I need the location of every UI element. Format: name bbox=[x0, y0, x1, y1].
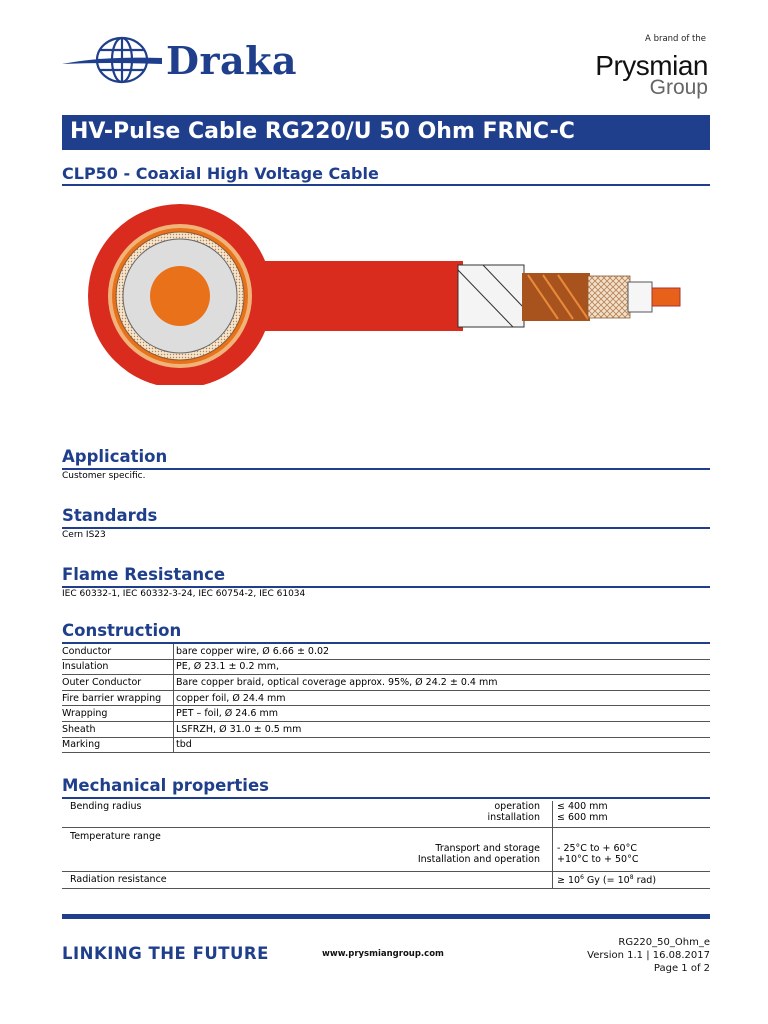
standards-heading: Standards bbox=[62, 506, 158, 525]
mech-value-1: - 25°C to + 60°C bbox=[557, 843, 637, 854]
mech-value-2: +10°C to + 50°C bbox=[557, 854, 639, 865]
construction-value: bare copper wire, Ø 6.66 ± 0.02 bbox=[174, 644, 711, 659]
table-row bbox=[62, 659, 710, 675]
radiation-prefix: ≥ 10 bbox=[557, 875, 581, 887]
application-heading: Application bbox=[62, 447, 168, 466]
table-row bbox=[62, 828, 710, 872]
standards-rule bbox=[62, 527, 710, 529]
radiation-exp-1: 6 bbox=[580, 874, 584, 881]
construction-key: Wrapping bbox=[62, 706, 174, 722]
mechanical-table bbox=[62, 801, 710, 889]
mech-condition bbox=[410, 801, 553, 828]
construction-value: LSFRZH, Ø 31.0 ± 0.5 mm bbox=[174, 721, 711, 737]
mech-value-2: ≤ 600 mm bbox=[557, 812, 608, 823]
prysmian-logo-text: Prysmian bbox=[595, 50, 708, 81]
construction-table bbox=[62, 644, 710, 753]
subtitle-rule bbox=[62, 184, 710, 186]
page-subtitle: CLP50 - Coaxial High Voltage Cable bbox=[62, 164, 379, 183]
construction-value: PE, Ø 23.1 ± 0.2 mm, bbox=[174, 659, 711, 675]
mech-condition-1: Transport and storage bbox=[435, 843, 540, 854]
radiation-suffix: rad) bbox=[633, 875, 657, 887]
radiation-mid: Gy (= 10 bbox=[583, 875, 630, 887]
group-logo-text: Group bbox=[649, 76, 708, 99]
footer-bar bbox=[62, 914, 710, 919]
mech-condition-1: operation bbox=[494, 801, 540, 812]
footer-tagline: LINKING THE FUTURE bbox=[62, 944, 269, 963]
mech-value bbox=[553, 828, 711, 872]
construction-key: Conductor bbox=[62, 644, 174, 659]
construction-value: copper foil, Ø 24.4 mm bbox=[174, 690, 711, 706]
application-rule bbox=[62, 468, 710, 470]
construction-heading: Construction bbox=[62, 621, 182, 640]
construction-value: tbd bbox=[174, 737, 711, 753]
flame-rule bbox=[62, 586, 710, 588]
table-row bbox=[62, 706, 710, 722]
standards-text: Cern IS23 bbox=[62, 530, 106, 540]
document-version: Version 1.1 | 16.08.2017 bbox=[587, 950, 710, 961]
flame-heading: Flame Resistance bbox=[62, 565, 226, 584]
construction-key: Fire barrier wrapping bbox=[62, 690, 174, 706]
table-row bbox=[62, 721, 710, 737]
cable-cross-section-illustration bbox=[88, 200, 688, 385]
application-text: Customer specific. bbox=[62, 471, 146, 481]
mech-condition-2: installation bbox=[487, 812, 540, 823]
construction-key: Insulation bbox=[62, 659, 174, 675]
construction-key: Marking bbox=[62, 737, 174, 753]
table-row bbox=[62, 675, 710, 691]
document-meta bbox=[587, 936, 710, 975]
construction-value: Bare copper braid, optical coverage approx. 95%, Ø 24.2 ± 0.4 mm bbox=[174, 675, 711, 691]
page-title: HV-Pulse Cable RG220/U 50 Ohm FRNC-C bbox=[70, 119, 575, 144]
mech-condition bbox=[410, 828, 553, 872]
page-number: Page 1 of 2 bbox=[653, 963, 710, 974]
mech-label: Radiation resistance bbox=[62, 872, 410, 889]
construction-key: Sheath bbox=[62, 721, 174, 737]
radiation-exp-2: 8 bbox=[629, 874, 634, 881]
document-id: RG220_50_Ohm_e bbox=[618, 937, 710, 948]
table-row bbox=[62, 737, 710, 753]
table-row bbox=[62, 872, 710, 889]
table-row bbox=[62, 644, 710, 659]
draka-brand-name: Draka bbox=[166, 38, 298, 83]
mech-label: Temperature range bbox=[62, 828, 410, 872]
table-row bbox=[62, 690, 710, 706]
mech-value-1: ≤ 400 mm bbox=[557, 801, 608, 812]
mech-label: Bending radius bbox=[62, 801, 410, 828]
brand-of-text: A brand of the bbox=[645, 34, 706, 44]
mech-condition-2: Installation and operation bbox=[417, 854, 540, 865]
mechanical-rule bbox=[62, 797, 710, 799]
flame-text: IEC 60332-1, IEC 60332-3-24, IEC 60754-2, IEC 61034 bbox=[62, 589, 306, 599]
mech-value bbox=[553, 801, 711, 828]
mech-condition-empty bbox=[410, 872, 553, 889]
footer-website-link[interactable]: www.prysmiangroup.com bbox=[322, 949, 444, 959]
construction-key: Outer Conductor bbox=[62, 675, 174, 691]
mechanical-heading: Mechanical properties bbox=[62, 776, 269, 795]
mech-value bbox=[553, 872, 711, 889]
table-row bbox=[62, 801, 710, 828]
construction-value: PET – foil, Ø 24.6 mm bbox=[174, 706, 711, 722]
